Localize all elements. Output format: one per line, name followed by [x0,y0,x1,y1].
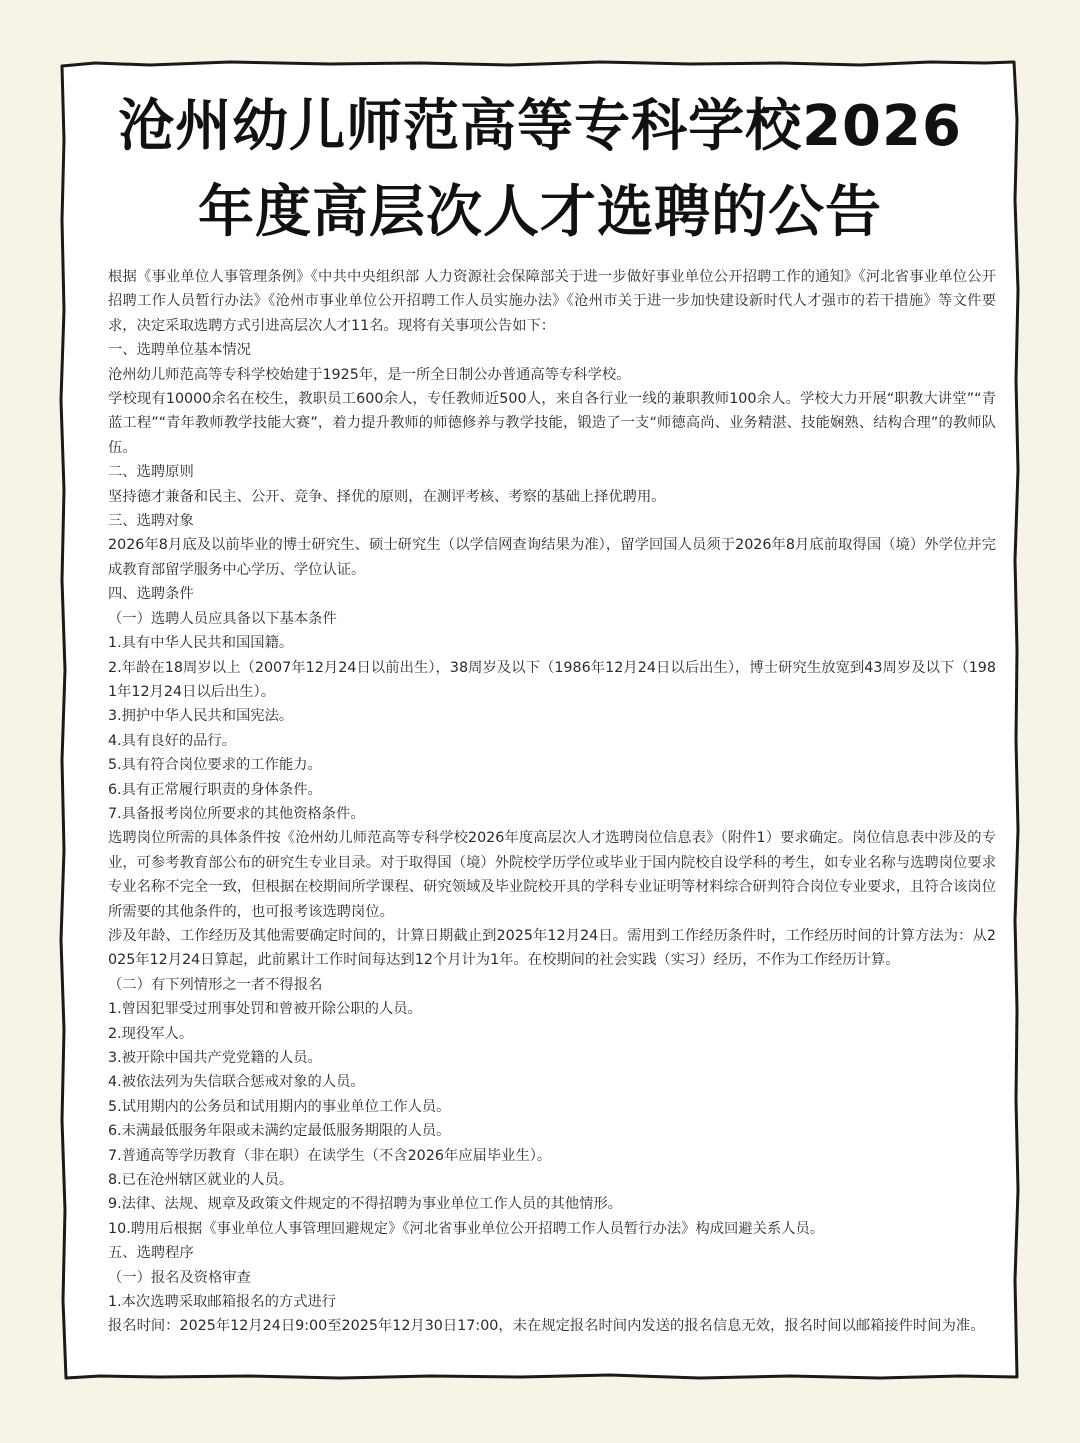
body-paragraph: 报名时间：2025年12月24日9:00至2025年12月30日17:00，未在规定报名时间内发送的报名信息无效，报名时间以邮箱接件时间为准。 [108,1318,985,1335]
announcement-document [62,62,1018,1380]
body-paragraph: 5.试用期内的公务员和试用期内的事业单位工作人员。 [108,1098,451,1115]
body-paragraph: 1.具有中华人民共和国国籍。 [108,635,294,652]
body-paragraph: 2.现役军人。 [108,1025,194,1042]
body-paragraph: 五、选聘程序 [108,1245,194,1262]
body-paragraph: 四、选聘条件 [108,586,194,603]
body-paragraph: 3.被开除中国共产党党籍的人员。 [108,1050,322,1066]
body-paragraph: 学校现有10000余名在校生，教职员工600余人，专任教师近500人，来自各行业一线的兼职教师100余人。学校大力开展“职教大讲堂”“青蓝工程”“青年教师教学技能大赛”，着力提升教师的师德修养与教学技能，锻造了一支“师德高尚、业务精湛、技能娴熟、结构合理”的教师队伍。 [108,391,996,456]
body-paragraph: 9.法律、法规、规章及政策文件规定的不得招聘为事业单位工作人员的其他情形。 [108,1196,623,1213]
body-paragraph: 7.具备报考岗位所要求的其他资格条件。 [108,805,365,822]
body-paragraph: 一、选聘单位基本情况 [108,342,251,359]
body-paragraph: 三、选聘对象 [108,513,194,530]
body-paragraph: （一）报名及资格审查 [108,1269,251,1286]
body-paragraph: 选聘岗位所需的具体条件按《沧州幼儿师范高等专科学校2026年度高层次人才选聘岗位信息表》（附件1）要求确定。岗位信息表中涉及的专业，可参考教育部公布的研究生专业目录。对于取得国（境）外院校学历学位或毕业于国内院校自设学科的考生，如专业名称与选聘岗位要求专业名称不完全一致，但根据在校期间所学课程、研究领域及毕业院校开具的学科专业证明等材料综合研判符合岗位专业要求，且符合该岗位所需要的其他条件的，也可报考该选聘岗位。 [108,830,996,920]
body-paragraph: 沧州幼儿师范高等专科学校始建于1925年，是一所全日制公办普通高等专科学校。 [108,366,631,383]
body-paragraph: 8.已在沧州辖区就业的人员。 [108,1172,294,1189]
title-line-1: 沧州幼儿师范高等专科学校2026 [118,94,962,159]
body-paragraph: 二、选聘原则 [108,464,194,481]
body-paragraph: 4.具有良好的品行。 [108,732,237,749]
body-paragraph: 坚持德才兼备和民主、公开、竞争、择优的原则，在测评考核、考察的基础上择优聘用。 [108,488,666,505]
page-title [62,84,1018,256]
body-paragraph: 2026年8月底及以前毕业的博士研究生、硕士研究生（以学信网查询结果为准），留学回国人员须于2026年8月底前取得国（境）外学位并完成教育部留学服务中心学历、学位认证。 [108,537,996,578]
body-paragraph: （一）选聘人员应具备以下基本条件 [108,610,337,627]
body-paragraph: 10.聘用后根据《事业单位人事管理回避规定》《河北省事业单位公开招聘工作人员暂行办法》构成回避关系人员。 [108,1220,825,1237]
announcement-body [108,265,996,1339]
body-paragraph: 5.具有符合岗位要求的工作能力。 [108,757,322,774]
body-paragraph: 6.未满最低服务年限或未满约定最低服务期限的人员。 [108,1123,451,1140]
body-paragraph: 1.本次选聘采取邮箱报名的方式进行 [108,1294,337,1311]
body-paragraph: 7.普通高等学历教育（非在职）在读学生（不含2026年应届毕业生）。 [108,1147,552,1164]
body-paragraph: 2.年龄在18周岁以上（2007年12月24日以前出生），38周岁及以下（1986年12月24日以后出生），博士研究生放宽到43周岁及以下（1981年12月24日以后出生）。 [108,659,996,700]
body-paragraph: 3.拥护中华人民共和国宪法。 [108,708,294,725]
body-paragraph: 根据《事业单位人事管理条例》《中共中央组织部 人力资源社会保障部关于进一步做好事业单位公开招聘工作的通知》《河北省事业单位公开招聘工作人员暂行办法》《沧州市事业单位公开招聘工作人员实施办法》《沧州市关于进一步加快建设新时代人才强市的若干措施》等文件要求，决定采取选聘方式引进高层次人才11名。现将有关事项公告如下： [108,269,996,334]
body-paragraph: 1.曾因犯罪受过刑事处罚和曾被开除公职的人员。 [108,1001,422,1018]
body-paragraph: （二）有下列情形之一者不得报名 [108,976,323,993]
body-paragraph: 4.被依法列为失信联合惩戒对象的人员。 [108,1074,365,1091]
body-paragraph: 涉及年龄、工作经历及其他需要确定时间的，计算日期截止到2025年12月24日。需用到工作经历条件时，工作经历时间的计算方法为：从2025年12月24日算起，此前累计工作时间每达到12个月计为1年。在校期间的社会实践（实习）经历，不作为工作经历计算。 [108,927,996,969]
body-paragraph: 6.具有正常履行职责的身体条件。 [108,781,322,798]
title-line-2: 年度高层次人才选聘的公告 [198,180,882,245]
